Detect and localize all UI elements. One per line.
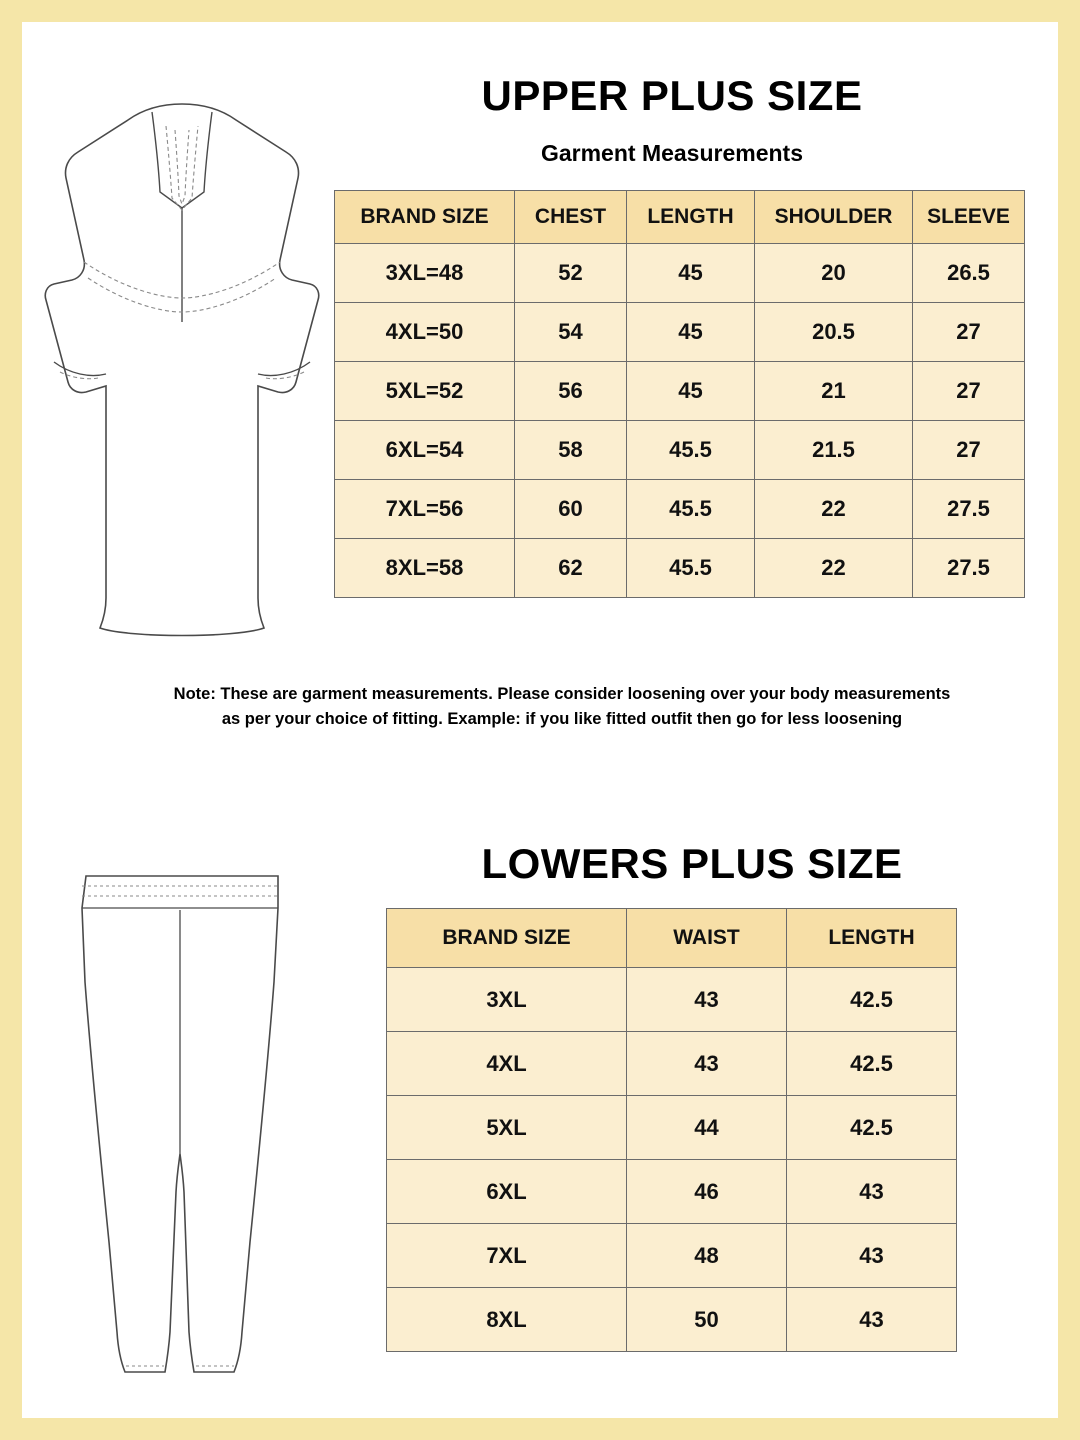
lower-size-table [386,908,957,1352]
cell-shoulder: 22 [755,480,913,539]
cell-sleeve: 27 [913,421,1025,480]
cell-brand-size: 4XL=50 [335,303,515,362]
size-chart-inner [22,22,1058,1418]
cell-shoulder: 21.5 [755,421,913,480]
table-row [335,303,1025,362]
leggings-illustration [52,862,312,1392]
upper-title: UPPER PLUS SIZE [481,72,863,119]
cell-chest: 52 [515,244,627,303]
cell-length: 42.5 [787,968,957,1032]
note-line-1: Note: These are garment measurements. Please consider loosening over your body measurements [173,685,951,703]
cell-brand-size: 5XL=52 [335,362,515,421]
cell-length: 45.5 [627,480,755,539]
column-header-length: LENGTH [787,909,957,968]
cell-length: 45 [627,362,755,421]
cell-shoulder: 20.5 [755,303,913,362]
cell-brand-size: 3XL=48 [335,244,515,303]
table-row [335,362,1025,421]
cell-sleeve: 27.5 [913,480,1025,539]
cell-chest: 60 [515,480,627,539]
cell-sleeve: 27 [913,362,1025,421]
table-row [387,968,957,1032]
column-header-brand-size: BRAND SIZE [387,909,627,968]
cell-chest: 58 [515,421,627,480]
cell-shoulder: 20 [755,244,913,303]
cell-brand-size: 6XL=54 [335,421,515,480]
table-header-row [335,191,1025,244]
cell-brand-size: 8XL [387,1288,627,1352]
table-row [387,1288,957,1352]
column-header-sleeve: SLEEVE [913,191,1025,244]
cell-shoulder: 21 [755,362,913,421]
cell-length: 45 [627,244,755,303]
table-row [387,1224,957,1288]
table-row [335,244,1025,303]
note-line-2: as per your choice of fitting. Example: if you like fitted outfit then go for less loosening [221,709,903,728]
lower-size-section [22,782,1058,1418]
cell-sleeve: 27 [913,303,1025,362]
table-row [335,480,1025,539]
cell-length: 42.5 [787,1096,957,1160]
column-header-waist: WAIST [627,909,787,968]
cell-waist: 50 [627,1288,787,1352]
cell-waist: 43 [627,1032,787,1096]
cell-waist: 44 [627,1096,787,1160]
upper-subtitle: Garment Measurements [540,140,804,166]
cell-chest: 62 [515,539,627,598]
cell-waist: 48 [627,1224,787,1288]
cell-length: 45.5 [627,539,755,598]
cell-shoulder: 22 [755,539,913,598]
measurement-note [82,682,1042,732]
table-row [387,1096,957,1160]
table-row [387,1160,957,1224]
cell-length: 43 [787,1160,957,1224]
cell-waist: 46 [627,1160,787,1224]
table-row [335,539,1025,598]
column-header-length: LENGTH [627,191,755,244]
column-header-shoulder: SHOULDER [755,191,913,244]
kurta-illustration [32,82,332,662]
column-header-brand-size: BRAND SIZE [335,191,515,244]
upper-size-section [22,22,1058,762]
table-row [335,421,1025,480]
cell-brand-size: 5XL [387,1096,627,1160]
table-row [387,1032,957,1096]
lower-title: LOWERS PLUS SIZE [481,840,903,887]
cell-sleeve: 27.5 [913,539,1025,598]
cell-chest: 56 [515,362,627,421]
cell-chest: 54 [515,303,627,362]
cell-length: 45.5 [627,421,755,480]
cell-length: 43 [787,1224,957,1288]
cell-length: 43 [787,1288,957,1352]
cell-brand-size: 8XL=58 [335,539,515,598]
cell-brand-size: 6XL [387,1160,627,1224]
cell-brand-size: 7XL=56 [335,480,515,539]
table-header-row [387,909,957,968]
cell-length: 45 [627,303,755,362]
cell-waist: 43 [627,968,787,1032]
upper-size-table [334,190,1025,598]
column-header-chest: CHEST [515,191,627,244]
cell-brand-size: 7XL [387,1224,627,1288]
cell-length: 42.5 [787,1032,957,1096]
cell-brand-size: 3XL [387,968,627,1032]
cell-sleeve: 26.5 [913,244,1025,303]
cell-brand-size: 4XL [387,1032,627,1096]
